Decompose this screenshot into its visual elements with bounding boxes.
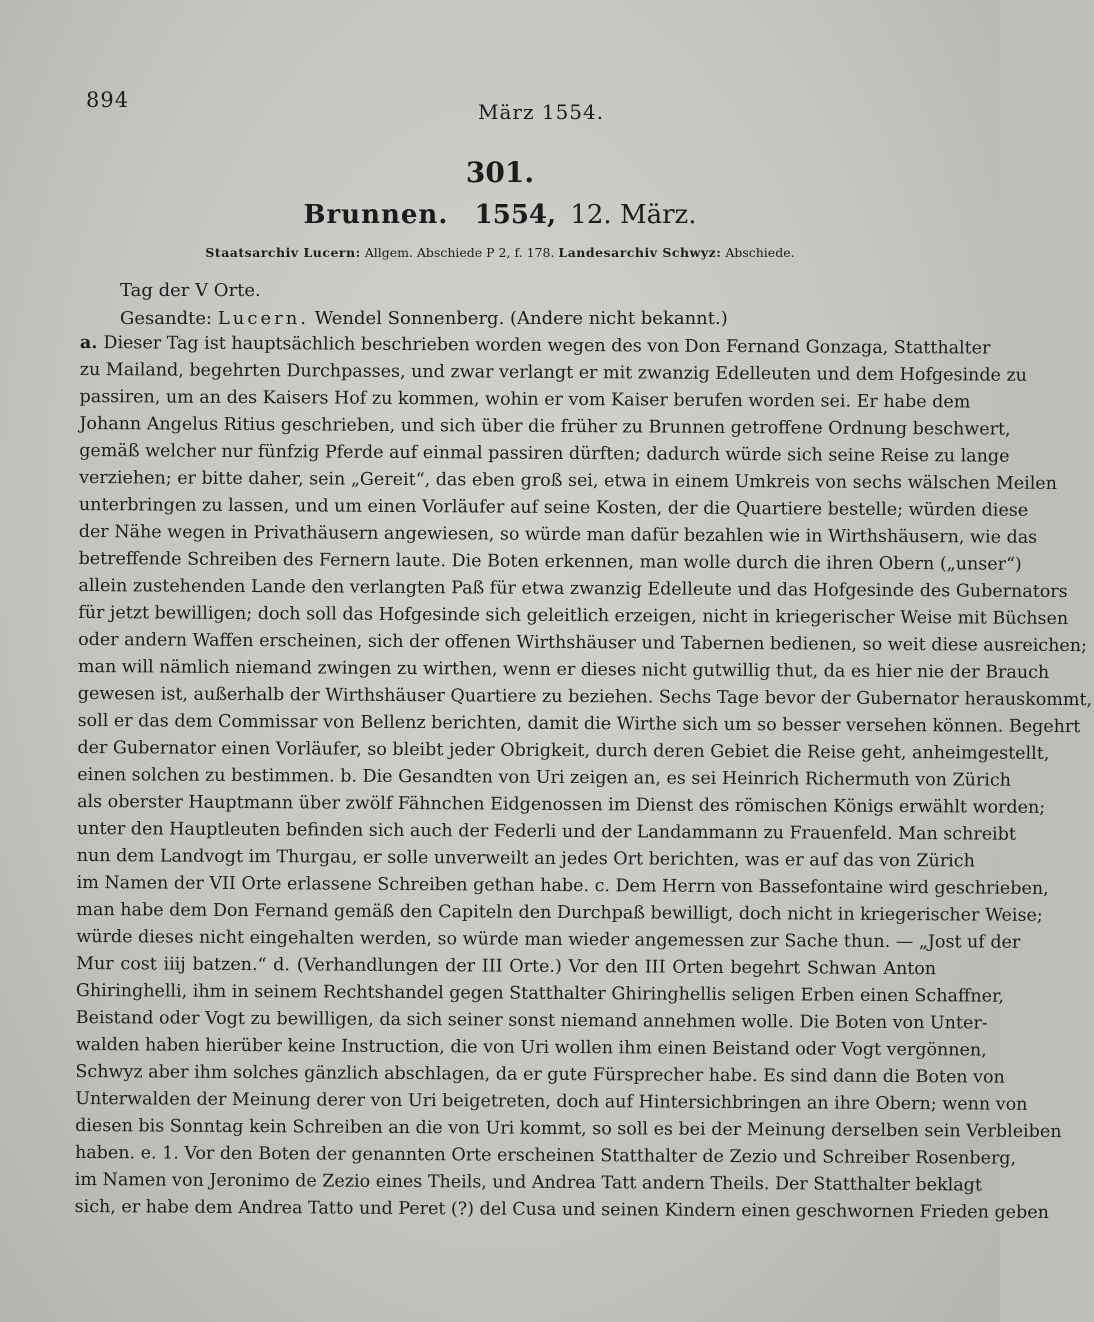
line-text: würde dieses nicht eingehalten werden, so würde man wieder angemessen zur Sache thun. — „Jost uf der <box>76 926 1021 953</box>
document-number: 301. <box>465 156 535 189</box>
line-text: Ghiringhelli, ihm in seinem Rechtshandel gegen Statthalter Ghiringhellis seligen Erben einen Schaffner, <box>75 980 1005 1007</box>
envoys-label: Gesandte: <box>120 308 213 329</box>
line-text: gewesen ist, außerhalb der Wirthshäuser Quartiere zu beziehen. Sechs Tage bevor der Gubernator herauskommt, <box>77 683 1093 711</box>
archive-2-detail: Abschiede. <box>725 245 795 260</box>
document-place: Brunnen. <box>303 200 449 230</box>
line-text: man habe dem Don Fernand gemäß den Capiteln den Durchpaß bewilligt, doch nicht in kriegerischer Weise; <box>76 899 1043 926</box>
diet-line: Tag der V Orte. <box>120 280 261 301</box>
archive-1-detail: Allgem. Abschiede P 2, f. 178. <box>364 245 555 260</box>
line-text: haben. e. 1. Vor den Boten der genannten Orte erscheinen Statthalter de Zezio und Schreiber Rosenberg, <box>74 1142 1017 1169</box>
text-line <box>74 1194 1049 1226</box>
body-text <box>74 330 1093 1226</box>
line-text: soll er das dem Commissar von Bellenz berichten, damit die Wirthe sich um so besser versehen können. Begehrt <box>77 710 1081 738</box>
document-date: 12. März. <box>570 200 697 230</box>
document-heading <box>0 200 1000 230</box>
line-text: sich, er habe dem Andrea Tatto und Peret (?) del Cusa und seinen Kindern einen geschwornen Frieden geben <box>74 1196 1049 1223</box>
line-text: der Gubernator einen Vorläufer, so bleibt jeder Obrigkeit, durch deren Gebiet die Reise geht, anheimgestellt, <box>77 737 1050 764</box>
archive-sources <box>0 245 1000 260</box>
section-marker: a. <box>79 332 104 354</box>
page-number: 894 <box>86 88 130 112</box>
line-text: Schwyz aber ihm solches gänzlich abschlagen, da er gute Fürsprecher habe. Es sind dann die Boten von <box>75 1061 1005 1088</box>
envoys-names: Wendel Sonnenberg. (Andere nicht bekannt.) <box>314 308 728 329</box>
line-text: verziehen; er bitte daher, sein „Gereit“, das eben groß sei, etwa in einem Umkreis von sechs wälschen Meilen <box>79 467 1058 494</box>
line-text: Unterwalden der Meinung derer von Uri beigetreten, doch auf Hintersichbringen an ihre Obern; wenn von <box>75 1088 1028 1115</box>
envoys-line <box>120 308 728 329</box>
line-text: walden haben hierüber keine Instruction, die von Uri wollen ihm einen Beistand oder Vogt vergönnen, <box>75 1034 987 1061</box>
line-text: Johann Angelus Ritius geschrieben, und sich über die früher zu Brunnen getroffene Ordnung beschwert, <box>79 413 1011 440</box>
line-text: im Namen der VII Orte erlassene Schreiben gethan habe. c. Dem Herrn von Bassefontaine wird geschrieben, <box>76 872 1049 899</box>
line-text: passiren, um an des Kaisers Hof zu kommen, wohin er vom Kaiser berufen worden sei. Er habe dem <box>79 386 971 413</box>
line-text: nun dem Landvogt im Thurgau, er solle unverweilt an jedes Ort berichten, was er auf das von Zürich <box>76 845 975 872</box>
line-text: diesen bis Sonntag kein Schreiben an die von Uri kommt, so soll es bei der Meinung derselben sein Verbleiben <box>75 1115 1062 1143</box>
document-year: 1554, <box>474 200 557 230</box>
line-text: gemäß welcher nur fünfzig Pferde auf einmal passiren dürften; dadurch würde sich seine Reise zu lange <box>79 440 1010 467</box>
line-text: man will nämlich niemand zwingen zu wirthen, wenn er dieses nicht gutwillig thut, da es hier nie der Brauch <box>77 656 1050 683</box>
line-text: unterbringen zu lassen, und um einen Vorläufer auf seine Kosten, der die Quartiere bestelle; würden diese <box>78 494 1029 521</box>
line-text: Mur cost iiij batzen.“ d. (Verhandlungen der III Orte.) Vor den III Orten begehrt Schwan Anton <box>76 953 937 980</box>
line-text: Beistand oder Vogt zu bewilligen, da sich seiner sonst niemand annehmen wolle. Die Boten von Unter- <box>75 1007 988 1034</box>
line-text: oder andern Waffen erscheinen, sich der offenen Wirthshäuser und Tabernen bedienen, so weit diese ausreichen; <box>78 629 1088 657</box>
line-text: Dieser Tag ist hauptsächlich beschrieben worden wegen des von Don Fernand Gonzaga, Statthalter <box>103 333 991 359</box>
envoys-place: Lucern. <box>217 308 310 329</box>
line-text: unter den Hauptleuten befinden sich auch der Federli und der Landammann zu Frauenfeld. Man schreibt <box>76 818 1016 845</box>
line-text: allein zustehenden Lande den verlangten Paß für etwa zwanzig Edelleute und das Hofgesinde des Gubernators <box>78 575 1068 603</box>
line-text: betreffende Schreiben des Fernern laute. Die Boten erkennen, man wolle durch die ihren Obern („unser“) <box>78 548 1022 575</box>
line-text: zu Mailand, begehrten Durchpasses, und zwar verlangt er mit zwanzig Edelleuten und dem Hofgesinde zu <box>79 359 1028 386</box>
line-text: für jetzt bewilligen; doch soll das Hofgesinde sich geleitlich erzeigen, nicht in kriegerischer Weise mit Büchsen <box>78 602 1069 630</box>
line-text: der Nähe wegen in Privathäusern angewiesen, so würde man dafür bezahlen wie in Wirthshäusern, wie das <box>78 521 1038 548</box>
line-text: einen solchen zu bestimmen. b. Die Gesandten von Uri zeigen an, es sei Heinrich Richermuth von Zürich <box>77 764 1012 791</box>
line-text: als oberster Hauptmann über zwölf Fähnchen Eidgenossen im Dienst des römischen Königs erwählt worden; <box>77 791 1046 818</box>
running-head: März 1554. <box>478 100 605 124</box>
line-text: im Namen von Jeronimo de Zezio eines Theils, und Andrea Tatt andern Theils. Der Statthalter beklagt <box>74 1169 982 1196</box>
archive-2: Landesarchiv Schwyz: <box>558 245 722 260</box>
archive-1: Staatsarchiv Lucern: <box>205 245 361 260</box>
